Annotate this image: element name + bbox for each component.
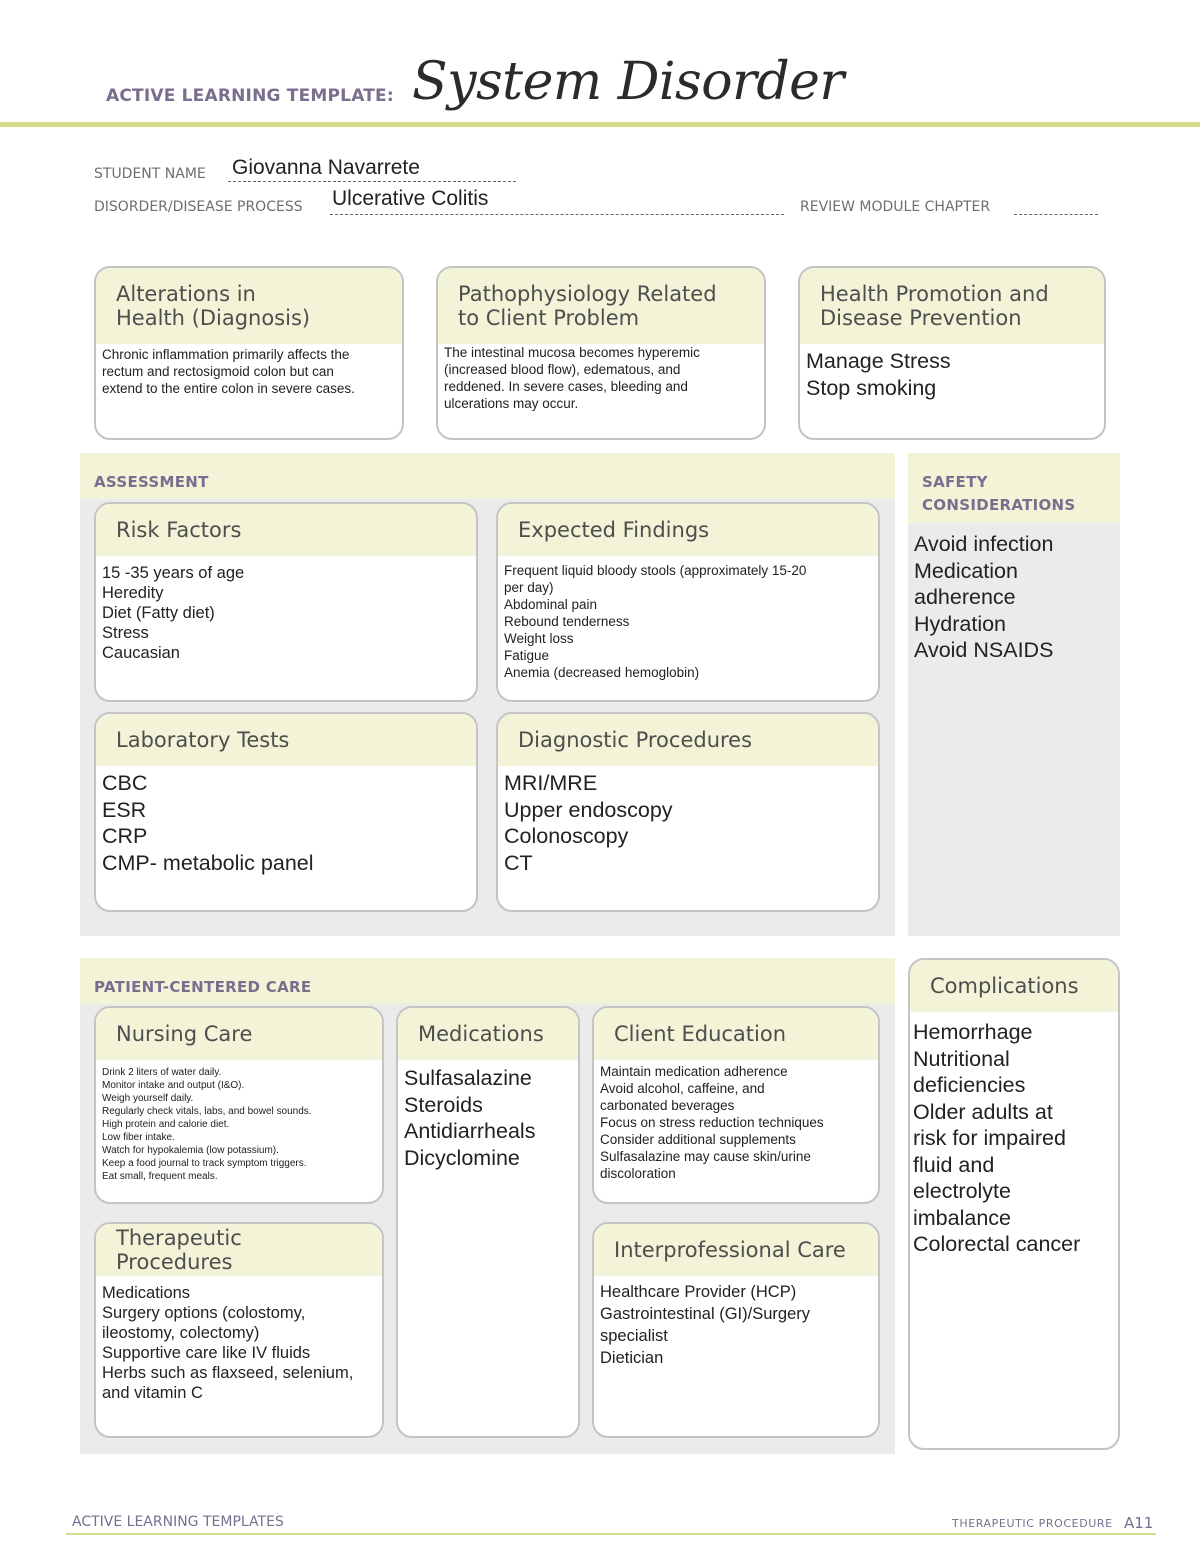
text-line: High protein and calorie diet. [102,1119,230,1130]
text-line: MRI/MRE [504,771,598,795]
text-line: rectum and rectosigmoid colon but can [102,364,334,379]
card-header [594,1008,878,1060]
disorder-label: DISORDER/DISEASE PROCESS [94,199,303,215]
text-line: and vitamin C [102,1384,203,1402]
card-title: Health (Diagnosis) [116,306,311,330]
disorder-field[interactable]: Ulcerative Colitis [332,187,489,210]
text-line: Dicyclomine [404,1145,520,1170]
text-line: Medications [102,1284,191,1302]
text-line: risk for impaired [913,1126,1066,1150]
text-line: Low fiber intake. [102,1132,175,1143]
health-promotion-card [798,266,1106,440]
disorder-line [330,214,784,215]
card-header [398,1008,578,1060]
diagnostic-procedures-card [496,712,880,912]
card-title: Complications [930,974,1079,998]
student-name-line [228,181,516,182]
text-line: extend to the entire colon in severe cases. [102,381,355,396]
card-title: Pathophysiology Related [458,282,717,306]
card-title: Therapeutic Procedures [116,1226,242,1274]
text-line: Colonoscopy [504,824,629,848]
card-header [498,714,878,766]
medications-card [396,1006,580,1438]
card-title: Laboratory Tests [116,728,290,752]
header-rule [0,122,1200,127]
text-line: per day) [504,580,554,595]
text-line: Healthcare Provider (HCP) [600,1283,797,1301]
text-line: Fatigue [504,648,550,663]
card-header [438,268,764,344]
text-line: (increased blood flow), edematous, and [444,362,681,377]
text-line: Sulfasalazine may cause skin/urine [600,1149,811,1164]
text-line: Dietician [600,1349,664,1367]
text-line: Focus on stress reduction techniques [600,1115,824,1130]
footer-left-label: ACTIVE LEARNING TEMPLATES [72,1514,284,1530]
card-header [594,1224,878,1276]
student-name-field[interactable]: Giovanna Navarrete [232,156,420,179]
card-header [498,504,878,556]
text-line: Chronic inflammation primarily affects the [102,347,350,362]
review-module-label: REVIEW MODULE CHAPTER [800,199,991,215]
card-title: Nursing Care [116,1022,253,1046]
text-line: Rebound tenderness [504,614,630,629]
patient-care-label: PATIENT-CENTERED CARE [94,978,312,996]
text-line: Anemia (decreased hemoglobin) [504,665,700,680]
text-line: Gastrointestinal (GI)/Surgery [600,1305,810,1323]
safety-content [914,531,1053,664]
alterations-in-health-card [94,266,404,440]
text-line: Eat small, frequent meals. [102,1171,218,1182]
text-line: electrolyte [913,1179,1011,1203]
footer-right-label: THERAPEUTIC PROCEDURE [952,1517,1113,1530]
text-line: Abdominal pain [504,597,598,612]
text-line: CRP [102,824,148,848]
text-line: ileostomy, colectomy) [102,1324,260,1342]
text-line: fluid and [913,1152,995,1177]
text-line: Weigh yourself daily. [102,1093,194,1104]
text-line: Stop smoking [806,375,937,400]
text-line: ulcerations may occur. [444,396,579,411]
card-header [800,268,1104,344]
text-line: Herbs such as flaxseed, selenium, [102,1364,354,1382]
text-line: Regularly check vitals, labs, and bowel sounds. [102,1106,312,1117]
card-title: Disease Prevention [820,306,1022,330]
text-line: Diet (Fatty diet) [102,604,215,622]
text-line: Monitor intake and output (I&O). [102,1080,245,1091]
text-line: Stress [102,624,149,642]
text-line: Older adults at [913,1099,1053,1124]
text-line: Avoid infection [914,532,1054,556]
card-title: Client Education [614,1022,787,1046]
text-line: Steroids [404,1092,483,1117]
text-line: Medication [914,558,1018,583]
text-line: Supportive care like IV fluids [102,1344,311,1362]
therapeutic-procedures-card [94,1222,384,1438]
text-line: Weight loss [504,631,574,646]
text-line: Sulfasalazine [404,1066,532,1090]
text-line: reddened. In severe cases, bleeding and [444,379,688,394]
interprofessional-care-card [592,1222,880,1438]
card-title: Health Promotion and [820,282,1049,306]
card-header [96,714,476,766]
text-line: Antidiarrheals [404,1119,536,1143]
text-line: Watch for hypokalemia (low potassium). [102,1145,279,1156]
pathophysiology-card [436,266,766,440]
text-line: Nutritional [913,1046,1010,1071]
laboratory-tests-card [94,712,478,912]
card-header [96,504,476,556]
text-line: Surgery options (colostomy, [102,1304,306,1322]
text-line: Keep a food journal to track symptom triggers. [102,1158,307,1169]
text-line: Upper endoscopy [504,797,673,822]
text-line: adherence [914,585,1016,609]
text-line: Frequent liquid bloody stools (approximately 15-20 [504,563,807,578]
text-line: Hemorrhage [913,1020,1033,1044]
text-line: ESR [102,797,147,822]
text-line: Hydration [914,611,1007,636]
complications-card [908,958,1120,1450]
text-line: carbonated beverages [600,1098,735,1113]
text-line: Drink 2 liters of water daily. [102,1067,222,1078]
safety-considerations-panel [908,453,1120,936]
safety-label: SAFETY [922,473,988,491]
text-line: Heredity [102,584,164,602]
text-line: Avoid NSAIDS [914,638,1054,662]
nursing-care-card [94,1006,384,1204]
text-line: specialist [600,1327,668,1345]
assessment-label: ASSESSMENT [94,473,209,491]
text-line: The intestinal mucosa becomes hyperemic [444,345,700,360]
text-line: CT [504,850,533,875]
expected-findings-card [496,502,880,702]
footer-rule [66,1533,1156,1535]
client-education-card [592,1006,880,1204]
text-line: Caucasian [102,644,180,662]
card-header [910,960,1118,1012]
template-name: System Disorder [412,52,844,112]
risk-factors-card [94,502,478,702]
card-title: Medications [418,1022,544,1046]
card-title: Interprofessional Care [614,1238,846,1262]
text-line: CBC [102,771,148,795]
card-title: Risk Factors [116,518,242,542]
text-line: Maintain medication adherence [600,1064,788,1079]
card-title: to Client Problem [458,306,640,330]
card-title: Alterations in [116,282,256,306]
text-line: Manage Stress [806,349,951,373]
text-line: 15 -35 years of age [102,564,245,582]
text-line: Avoid alcohol, caffeine, and [600,1081,765,1096]
text-line: discoloration [600,1166,676,1181]
safety-label: CONSIDERATIONS [922,496,1076,514]
student-name-label: STUDENT NAME [94,166,206,182]
template-label: ACTIVE LEARNING TEMPLATE: [106,86,394,106]
text-line: deficiencies [913,1073,1026,1097]
card-header [96,1008,382,1060]
card-header [96,268,402,344]
card-title: Diagnostic Procedures [518,728,753,752]
text-line: CMP- metabolic panel [102,850,314,875]
text-line: Consider additional supplements [600,1132,796,1147]
page-number: A11 [1124,1514,1154,1532]
text-line: imbalance [913,1205,1011,1230]
card-header [96,1224,382,1276]
card-title: Expected Findings [518,518,710,542]
review-module-line [1014,214,1098,215]
text-line: Colorectal cancer [913,1232,1081,1256]
